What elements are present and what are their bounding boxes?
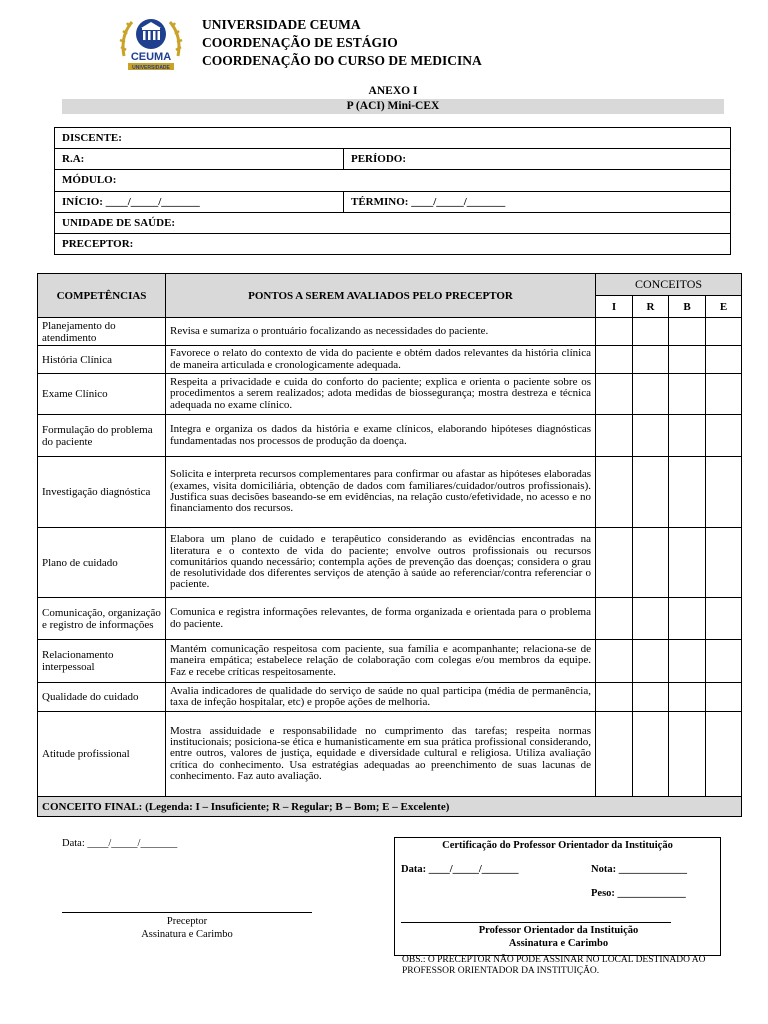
table-row [38,640,742,683]
table-row [38,598,742,640]
competencia-cell: Plano de cuidado [38,528,166,598]
pontos-cell: Comunica e registra informações relevantes, de forma organizada e orientada para o problema do paciente. [166,598,596,640]
pontos-cell: Solicita e interpreta recursos complementares para confirmar ou afastar as hipóteses elaboradas (exames, visita domiciliária, obtenção de dados com familiares/cuidador/outros profissionais). Justifica suas decisões baseando-se em evidências, na relação custo/efetividade, no acesso e no financiamento dos recursos. [166,457,596,528]
header-pontos: PONTOS A SEREM AVALIADOS PELO PRECEPTOR [166,274,596,318]
grade-b-cell[interactable] [669,415,706,457]
grade-r-cell[interactable] [633,528,669,598]
competencia-cell: Relacionamento interpessoal [38,640,166,683]
competencia-cell: Exame Clínico [38,374,166,415]
header-grade-e: E [706,296,742,318]
document-header [118,12,718,74]
competencia-cell: Comunicação, organização e registro de informações [38,598,166,640]
professor-signature-label: Assinatura e Carimbo [508,938,609,949]
grade-b-cell[interactable] [669,683,706,712]
grade-r-cell[interactable] [633,683,669,712]
certification-box [394,837,721,956]
grade-e-cell[interactable] [706,640,742,683]
grade-i-cell[interactable] [596,346,633,374]
grade-e-cell[interactable] [706,528,742,598]
annex-title-block [62,84,724,114]
pontos-cell: Respeita a privacidade e cuida do conforto do paciente; explica e orienta o paciente sobre os procedimentos a serem realizados; adota medidas de biossegurança; mostra destreza e técnica adequada no exame clínico. [166,374,596,415]
grade-r-cell[interactable] [633,598,669,640]
grade-r-cell[interactable] [633,640,669,683]
grade-i-cell[interactable] [596,457,633,528]
grade-b-cell[interactable] [669,712,706,797]
competencia-cell: História Clínica [38,346,166,374]
competencia-cell: Planejamento do atendimento [38,318,166,346]
table-row [38,346,742,374]
student-info-table [54,127,731,255]
grade-e-cell[interactable] [706,683,742,712]
grade-i-cell[interactable] [596,598,633,640]
logo-text: CEUMA [130,51,172,63]
grade-i-cell[interactable] [596,640,633,683]
table-row [38,712,742,797]
pontos-cell: Elabora um plano de cuidado e terapêutico considerando as evidências encontradas na literatura e o contexto de vida do paciente; envolve outros profissionais ou recursos comunitários quando necessário; contempla ações de prevenção das doenças; considera o grau de resolutividade dos diferentes serviços de atenção à saúde ao referenciar/contra referenciar o paciente. [166,528,596,598]
annex-title: ANEXO I [368,85,418,97]
grade-b-cell[interactable] [669,346,706,374]
grade-e-cell[interactable] [706,598,742,640]
grade-i-cell[interactable] [596,712,633,797]
field-unidade-saude[interactable]: UNIDADE DE SAÚDE: [55,212,731,233]
header-grade-i: I [596,296,633,318]
ceuma-logo-icon [118,12,184,72]
header-conceitos: CONCEITOS [596,274,742,296]
table-row [38,318,742,346]
grade-i-cell[interactable] [596,528,633,598]
field-periodo[interactable]: PERÍODO: [344,149,731,170]
header-grade-r: R [633,296,669,318]
grade-i-cell[interactable] [596,415,633,457]
grade-b-cell[interactable] [669,640,706,683]
grade-e-cell[interactable] [706,318,742,346]
nota-field[interactable]: Nota: _____________ [591,864,687,875]
competencia-cell: Investigação diagnóstica [38,457,166,528]
certification-title: Certificação do Professor Orientador da Instituição [442,840,673,851]
header-grade-b: B [669,296,706,318]
grade-e-cell[interactable] [706,457,742,528]
final-grade-row [38,797,742,817]
grade-b-cell[interactable] [669,457,706,528]
grade-r-cell[interactable] [633,374,669,415]
table-row [38,528,742,598]
annex-subtitle: P (ACI) Mini-CEX [62,99,724,114]
grade-b-cell[interactable] [669,598,706,640]
grade-r-cell[interactable] [633,415,669,457]
competencia-cell: Formulação do problema do paciente [38,415,166,457]
grade-b-cell[interactable] [669,318,706,346]
logo-subtext: UNIVERSIDADE [132,65,170,71]
grade-r-cell[interactable] [633,457,669,528]
grade-b-cell[interactable] [669,374,706,415]
preceptor-signature-block [62,912,312,941]
field-inicio[interactable]: INÍCIO: ____/_____/_______ [55,191,344,212]
grade-i-cell[interactable] [596,318,633,346]
header-competencias: COMPETÊNCIAS [38,274,166,318]
pontos-cell: Revisa e sumariza o prontuário focalizando as necessidades do paciente. [166,318,596,346]
table-row [38,683,742,712]
coordination-medicine: COORDENAÇÃO DO CURSO DE MEDICINA [202,53,482,68]
table-row [38,374,742,415]
certification-date-field[interactable]: Data: ____/_____/_______ [401,864,519,875]
field-preceptor[interactable]: PRECEPTOR: [55,233,731,254]
pontos-cell: Favorece o relato do contexto de vida do paciente e obtém dados relevantes da história clínica de maneira articulada e cronologicamente adequada. [166,346,596,374]
grade-e-cell[interactable] [706,346,742,374]
grade-e-cell[interactable] [706,712,742,797]
evaluation-table [37,273,742,817]
grade-r-cell[interactable] [633,712,669,797]
competencia-cell: Qualidade do cuidado [38,683,166,712]
pontos-cell: Mostra assiduidade e responsabilidade no cumprimento das tarefas; respeita normas institucionais; posiciona-se ética e humanisticamente em sua prática profissional considerando, entre outros, valores de justiça, equidade e diversidade cultural e religiosa. Utiliza avaliação crítica do conhecimento. Usa estratégias adequadas ao preenchimento de suas lacunas de conhecimento. Faz auto avaliação. [166,712,596,797]
pontos-cell: Mantém comunicação respeitosa com paciente, sua família e acompanhante; relaciona-se de maneira empática; estabelece relação de colaboração com colegas e/ou membros da equipe. Faz e recebe críticas respeitosamente. [166,640,596,683]
signature-line [62,912,312,913]
university-name: UNIVERSIDADE CEUMA [202,17,361,32]
preceptor-label: Preceptor [166,916,208,927]
field-discente[interactable]: DISCENTE: [55,128,731,149]
pontos-cell: Integra e organiza os dados da história e exame clínicos, elaborando hipóteses diagnósticas fundamentadas nos processos de produção da doença. [166,415,596,457]
table-row [38,457,742,528]
peso-field[interactable]: Peso: _____________ [591,888,686,899]
grade-r-cell[interactable] [633,346,669,374]
grade-b-cell[interactable] [669,528,706,598]
grade-i-cell[interactable] [596,683,633,712]
preceptor-date-field[interactable]: Data: ____/_____/_______ [62,838,178,849]
grade-i-cell[interactable] [596,374,633,415]
grade-e-cell[interactable] [706,374,742,415]
coordination-internship: COORDENAÇÃO DE ESTÁGIO [202,35,398,50]
final-grade-legend: CONCEITO FINAL: (Legenda: I – Insuficiente; R – Regular; B – Bom; E – Excelente) [38,797,742,817]
field-ra[interactable]: R.A: [55,149,344,170]
grade-r-cell[interactable] [633,318,669,346]
field-modulo[interactable]: MÓDULO: [55,170,731,191]
preceptor-signature-label: Assinatura e Carimbo [141,929,233,940]
pontos-cell: Avalia indicadores de qualidade do serviço de saúde no qual participa (média de permanência, taxa de infeção hospitalar, etc) e propõe ações de melhoria. [166,683,596,712]
signature-line [401,922,671,923]
table-row [38,415,742,457]
grade-e-cell[interactable] [706,415,742,457]
professor-signature-block [395,924,722,950]
professor-label: Professor Orientador da Instituição [478,925,639,936]
field-termino[interactable]: TÉRMINO: ____/_____/_______ [344,191,731,212]
observation-note: OBS.: O PRECEPTOR NÃO PODE ASSINAR NO LOCAL DESTINADO AO PROFESSOR ORIENTADOR DA INSTITUIÇÃO. [402,955,706,976]
competencia-cell: Atitude profissional [38,712,166,797]
